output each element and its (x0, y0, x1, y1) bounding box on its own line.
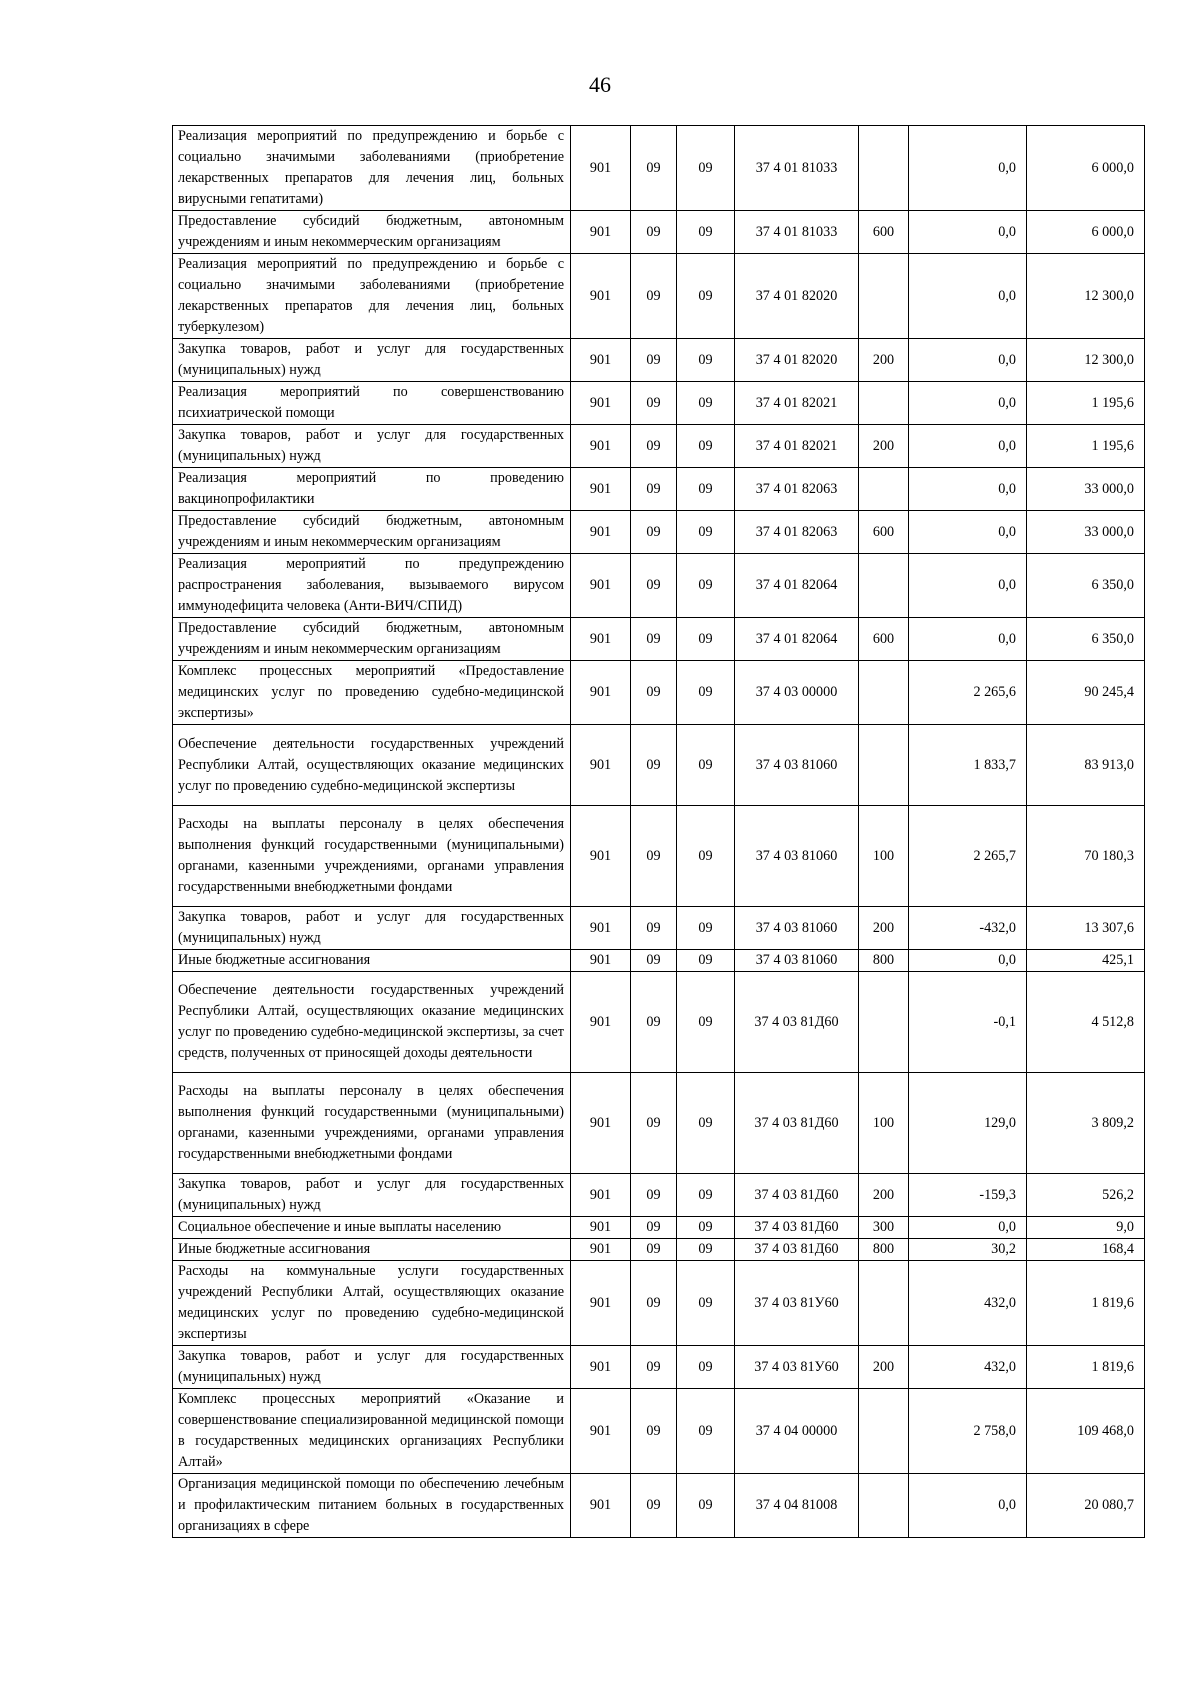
row-csr-cell: 37 4 01 81033 (735, 211, 859, 254)
table-row (173, 511, 1145, 554)
row-csr-cell: 37 4 03 81Д60 (735, 1239, 859, 1261)
row-csr-cell: 37 4 03 00000 (735, 661, 859, 725)
row-pr-cell: 09 (677, 339, 735, 382)
row-rz-cell: 09 (631, 1217, 677, 1239)
row-name-cell: Реализация мероприятий по предупреждению и борьбе с социально значимыми заболеваниями (приобретение лекарственных препаратов для лечения лиц, больных туберкулезом) (173, 254, 571, 339)
row-pr-cell: 09 (677, 1174, 735, 1217)
row-vr-cell (859, 1389, 909, 1474)
row-change-cell: 0,0 (909, 1474, 1027, 1538)
row-csr-cell: 37 4 03 81060 (735, 950, 859, 972)
row-name-cell: Обеспечение деятельности государственных учреждений Республики Алтай, осуществляющих оказание медицинских услуг по проведению судебно-медицинской экспертизы (173, 725, 571, 806)
row-csr-cell: 37 4 01 82021 (735, 382, 859, 425)
row-name-cell: Социальное обеспечение и иные выплаты населению (173, 1217, 571, 1239)
table-row (173, 554, 1145, 618)
row-name-cell: Комплекс процессных мероприятий «Оказание и совершенствование специализированной медицинской помощи в государственных медицинских организациях Республики Алтай» (173, 1389, 571, 1474)
row-total-cell: 6 350,0 (1027, 554, 1145, 618)
row-csr-cell: 37 4 03 81Д60 (735, 1174, 859, 1217)
row-vr-cell (859, 1261, 909, 1346)
row-name-cell: Закупка товаров, работ и услуг для государственных (муниципальных) нужд (173, 339, 571, 382)
row-gr-cell: 901 (571, 1174, 631, 1217)
row-pr-cell: 09 (677, 1239, 735, 1261)
row-gr-cell: 901 (571, 1073, 631, 1174)
row-gr-cell: 901 (571, 511, 631, 554)
table-row (173, 468, 1145, 511)
row-csr-cell: 37 4 03 81060 (735, 907, 859, 950)
row-change-cell: 0,0 (909, 382, 1027, 425)
row-gr-cell: 901 (571, 126, 631, 211)
page-number: 46 (589, 72, 611, 97)
row-change-cell: 2 265,6 (909, 661, 1027, 725)
row-pr-cell: 09 (677, 1217, 735, 1239)
row-pr-cell: 09 (677, 725, 735, 806)
row-vr-cell (859, 972, 909, 1073)
row-csr-cell: 37 4 03 81У60 (735, 1346, 859, 1389)
row-rz-cell: 09 (631, 661, 677, 725)
row-name-cell: Расходы на выплаты персоналу в целях обеспечения выполнения функций государственными (муниципальными) органами, казенными учреждениями, органами управления государственными внебюджетными фондами (173, 806, 571, 907)
row-pr-cell: 09 (677, 1389, 735, 1474)
row-csr-cell: 37 4 03 81Д60 (735, 972, 859, 1073)
table-row (173, 126, 1145, 211)
row-gr-cell: 901 (571, 1389, 631, 1474)
row-name-cell: Иные бюджетные ассигнования (173, 1239, 571, 1261)
row-change-cell: 0,0 (909, 254, 1027, 339)
row-csr-cell: 37 4 03 81Д60 (735, 1217, 859, 1239)
row-total-cell: 1 195,6 (1027, 382, 1145, 425)
row-vr-cell (859, 382, 909, 425)
row-change-cell: 432,0 (909, 1346, 1027, 1389)
row-rz-cell: 09 (631, 339, 677, 382)
row-name-cell: Комплекс процессных мероприятий «Предоставление медицинских услуг по проведению судебно-медицинской экспертизы» (173, 661, 571, 725)
table-row (173, 725, 1145, 806)
row-name-cell: Закупка товаров, работ и услуг для государственных (муниципальных) нужд (173, 425, 571, 468)
row-gr-cell: 901 (571, 1239, 631, 1261)
row-total-cell: 4 512,8 (1027, 972, 1145, 1073)
table-row (173, 1261, 1145, 1346)
row-csr-cell: 37 4 04 00000 (735, 1389, 859, 1474)
row-vr-cell (859, 661, 909, 725)
row-vr-cell: 200 (859, 907, 909, 950)
row-rz-cell: 09 (631, 554, 677, 618)
row-rz-cell: 09 (631, 382, 677, 425)
row-rz-cell: 09 (631, 1261, 677, 1346)
row-change-cell: -0,1 (909, 972, 1027, 1073)
row-rz-cell: 09 (631, 972, 677, 1073)
row-csr-cell: 37 4 01 82021 (735, 425, 859, 468)
row-total-cell: 109 468,0 (1027, 1389, 1145, 1474)
row-change-cell: 129,0 (909, 1073, 1027, 1174)
row-total-cell: 3 809,2 (1027, 1073, 1145, 1174)
row-csr-cell: 37 4 01 82063 (735, 468, 859, 511)
row-pr-cell: 09 (677, 382, 735, 425)
table-row (173, 211, 1145, 254)
row-pr-cell: 09 (677, 806, 735, 907)
row-rz-cell: 09 (631, 1239, 677, 1261)
row-name-cell: Предоставление субсидий бюджетным, автономным учреждениям и иным некоммерческим организациям (173, 511, 571, 554)
table-body (173, 126, 1145, 1538)
row-change-cell: 0,0 (909, 1217, 1027, 1239)
row-change-cell: 0,0 (909, 950, 1027, 972)
row-vr-cell: 300 (859, 1217, 909, 1239)
row-rz-cell: 09 (631, 618, 677, 661)
row-change-cell: 30,2 (909, 1239, 1027, 1261)
row-total-cell: 33 000,0 (1027, 511, 1145, 554)
table-row (173, 425, 1145, 468)
row-vr-cell: 200 (859, 425, 909, 468)
table-row (173, 1474, 1145, 1538)
row-rz-cell: 09 (631, 1346, 677, 1389)
row-total-cell: 83 913,0 (1027, 725, 1145, 806)
row-vr-cell: 200 (859, 1346, 909, 1389)
row-total-cell: 20 080,7 (1027, 1474, 1145, 1538)
row-rz-cell: 09 (631, 1174, 677, 1217)
table-row (173, 618, 1145, 661)
row-gr-cell: 901 (571, 468, 631, 511)
row-total-cell: 70 180,3 (1027, 806, 1145, 907)
row-csr-cell: 37 4 01 81033 (735, 126, 859, 211)
row-pr-cell: 09 (677, 126, 735, 211)
row-name-cell: Предоставление субсидий бюджетным, автономным учреждениям и иным некоммерческим организациям (173, 618, 571, 661)
row-pr-cell: 09 (677, 618, 735, 661)
row-csr-cell: 37 4 01 82063 (735, 511, 859, 554)
row-vr-cell: 200 (859, 1174, 909, 1217)
row-rz-cell: 09 (631, 1073, 677, 1174)
row-total-cell: 1 819,6 (1027, 1346, 1145, 1389)
row-vr-cell (859, 468, 909, 511)
row-pr-cell: 09 (677, 511, 735, 554)
row-vr-cell (859, 1474, 909, 1538)
row-rz-cell: 09 (631, 806, 677, 907)
row-pr-cell: 09 (677, 254, 735, 339)
row-gr-cell: 901 (571, 1261, 631, 1346)
table-row (173, 339, 1145, 382)
row-name-cell: Закупка товаров, работ и услуг для государственных (муниципальных) нужд (173, 1346, 571, 1389)
table-row (173, 950, 1145, 972)
row-total-cell: 90 245,4 (1027, 661, 1145, 725)
row-name-cell: Закупка товаров, работ и услуг для государственных (муниципальных) нужд (173, 1174, 571, 1217)
row-pr-cell: 09 (677, 1073, 735, 1174)
row-vr-cell (859, 554, 909, 618)
row-name-cell: Обеспечение деятельности государственных учреждений Республики Алтай, осуществляющих оказание медицинских услуг по проведению судебно-медицинской экспертизы, за счет средств, полученных от приносящей доходы деятельности (173, 972, 571, 1073)
row-name-cell: Реализация мероприятий по проведению вакцинопрофилактики (173, 468, 571, 511)
row-pr-cell: 09 (677, 468, 735, 511)
row-pr-cell: 09 (677, 1346, 735, 1389)
row-name-cell: Реализация мероприятий по предупреждению и борьбе с социально значимыми заболеваниями (приобретение лекарственных препаратов для лечения лиц, больных вирусными гепатитами) (173, 126, 571, 211)
table-row (173, 1239, 1145, 1261)
row-name-cell: Предоставление субсидий бюджетным, автономным учреждениям и иным некоммерческим организациям (173, 211, 571, 254)
row-gr-cell: 901 (571, 661, 631, 725)
row-vr-cell: 800 (859, 950, 909, 972)
row-csr-cell: 37 4 04 81008 (735, 1474, 859, 1538)
row-change-cell: 432,0 (909, 1261, 1027, 1346)
row-rz-cell: 09 (631, 254, 677, 339)
row-change-cell: 0,0 (909, 425, 1027, 468)
row-name-cell: Закупка товаров, работ и услуг для государственных (муниципальных) нужд (173, 907, 571, 950)
row-name-cell: Иные бюджетные ассигнования (173, 950, 571, 972)
row-vr-cell: 600 (859, 618, 909, 661)
row-pr-cell: 09 (677, 211, 735, 254)
row-total-cell: 6 350,0 (1027, 618, 1145, 661)
row-gr-cell: 901 (571, 339, 631, 382)
table-row (173, 806, 1145, 907)
row-vr-cell: 600 (859, 511, 909, 554)
row-rz-cell: 09 (631, 950, 677, 972)
row-change-cell: 2 758,0 (909, 1389, 1027, 1474)
row-gr-cell: 901 (571, 254, 631, 339)
row-total-cell: 425,1 (1027, 950, 1145, 972)
row-csr-cell: 37 4 03 81У60 (735, 1261, 859, 1346)
row-vr-cell (859, 126, 909, 211)
row-gr-cell: 901 (571, 725, 631, 806)
row-rz-cell: 09 (631, 425, 677, 468)
row-change-cell: 0,0 (909, 126, 1027, 211)
row-name-cell: Расходы на выплаты персоналу в целях обеспечения выполнения функций государственными (муниципальными) органами, казенными учреждениями, органами управления государственными внебюджетными фондами (173, 1073, 571, 1174)
row-rz-cell: 09 (631, 511, 677, 554)
row-csr-cell: 37 4 01 82020 (735, 339, 859, 382)
row-total-cell: 526,2 (1027, 1174, 1145, 1217)
table-row (173, 1389, 1145, 1474)
row-vr-cell: 600 (859, 211, 909, 254)
table-row (173, 972, 1145, 1073)
row-name-cell: Расходы на коммунальные услуги государственных учреждений Республики Алтай, осуществляющих оказание медицинских услуг по проведению судебно-медицинской экспертизы (173, 1261, 571, 1346)
row-rz-cell: 09 (631, 725, 677, 806)
row-gr-cell: 901 (571, 1217, 631, 1239)
row-pr-cell: 09 (677, 1261, 735, 1346)
table-row (173, 907, 1145, 950)
row-csr-cell: 37 4 03 81060 (735, 806, 859, 907)
row-name-cell: Организация медицинской помощи по обеспечению лечебным и профилактическим питанием больных в государственных организациях в сфере (173, 1474, 571, 1538)
row-total-cell: 6 000,0 (1027, 126, 1145, 211)
row-pr-cell: 09 (677, 554, 735, 618)
row-change-cell: -432,0 (909, 907, 1027, 950)
table-row (173, 1346, 1145, 1389)
row-gr-cell: 901 (571, 425, 631, 468)
row-name-cell: Реализация мероприятий по совершенствованию психиатрической помощи (173, 382, 571, 425)
table-row (173, 1174, 1145, 1217)
row-change-cell: 0,0 (909, 511, 1027, 554)
table-row (173, 661, 1145, 725)
row-pr-cell: 09 (677, 661, 735, 725)
row-rz-cell: 09 (631, 1389, 677, 1474)
row-vr-cell: 100 (859, 1073, 909, 1174)
row-gr-cell: 901 (571, 618, 631, 661)
row-csr-cell: 37 4 01 82064 (735, 554, 859, 618)
row-gr-cell: 901 (571, 554, 631, 618)
row-rz-cell: 09 (631, 211, 677, 254)
row-vr-cell (859, 254, 909, 339)
row-total-cell: 9,0 (1027, 1217, 1145, 1239)
row-gr-cell: 901 (571, 382, 631, 425)
row-rz-cell: 09 (631, 1474, 677, 1538)
table-row (173, 382, 1145, 425)
row-change-cell: 0,0 (909, 554, 1027, 618)
row-csr-cell: 37 4 03 81Д60 (735, 1073, 859, 1174)
row-gr-cell: 901 (571, 806, 631, 907)
row-csr-cell: 37 4 01 82064 (735, 618, 859, 661)
row-total-cell: 1 195,6 (1027, 425, 1145, 468)
row-change-cell: -159,3 (909, 1174, 1027, 1217)
row-change-cell: 0,0 (909, 211, 1027, 254)
row-pr-cell: 09 (677, 950, 735, 972)
row-total-cell: 33 000,0 (1027, 468, 1145, 511)
row-gr-cell: 901 (571, 1346, 631, 1389)
row-pr-cell: 09 (677, 972, 735, 1073)
row-vr-cell: 800 (859, 1239, 909, 1261)
row-gr-cell: 901 (571, 950, 631, 972)
row-total-cell: 1 819,6 (1027, 1261, 1145, 1346)
row-vr-cell: 100 (859, 806, 909, 907)
row-total-cell: 12 300,0 (1027, 339, 1145, 382)
row-gr-cell: 901 (571, 211, 631, 254)
row-vr-cell (859, 725, 909, 806)
table-row (173, 1217, 1145, 1239)
row-total-cell: 6 000,0 (1027, 211, 1145, 254)
row-change-cell: 0,0 (909, 618, 1027, 661)
row-name-cell: Реализация мероприятий по предупреждению распространения заболевания, вызываемого вирусом иммунодефицита человека (Анти-ВИЧ/СПИД) (173, 554, 571, 618)
row-rz-cell: 09 (631, 126, 677, 211)
row-rz-cell: 09 (631, 468, 677, 511)
row-total-cell: 12 300,0 (1027, 254, 1145, 339)
row-gr-cell: 901 (571, 1474, 631, 1538)
row-gr-cell: 901 (571, 972, 631, 1073)
table-row (173, 254, 1145, 339)
row-change-cell: 2 265,7 (909, 806, 1027, 907)
row-total-cell: 168,4 (1027, 1239, 1145, 1261)
row-pr-cell: 09 (677, 907, 735, 950)
row-csr-cell: 37 4 03 81060 (735, 725, 859, 806)
row-gr-cell: 901 (571, 907, 631, 950)
row-csr-cell: 37 4 01 82020 (735, 254, 859, 339)
row-change-cell: 0,0 (909, 339, 1027, 382)
table-row (173, 1073, 1145, 1174)
row-change-cell: 1 833,7 (909, 725, 1027, 806)
row-rz-cell: 09 (631, 907, 677, 950)
row-vr-cell: 200 (859, 339, 909, 382)
budget-table (172, 125, 1145, 1538)
row-total-cell: 13 307,6 (1027, 907, 1145, 950)
row-pr-cell: 09 (677, 1474, 735, 1538)
row-change-cell: 0,0 (909, 468, 1027, 511)
row-pr-cell: 09 (677, 425, 735, 468)
